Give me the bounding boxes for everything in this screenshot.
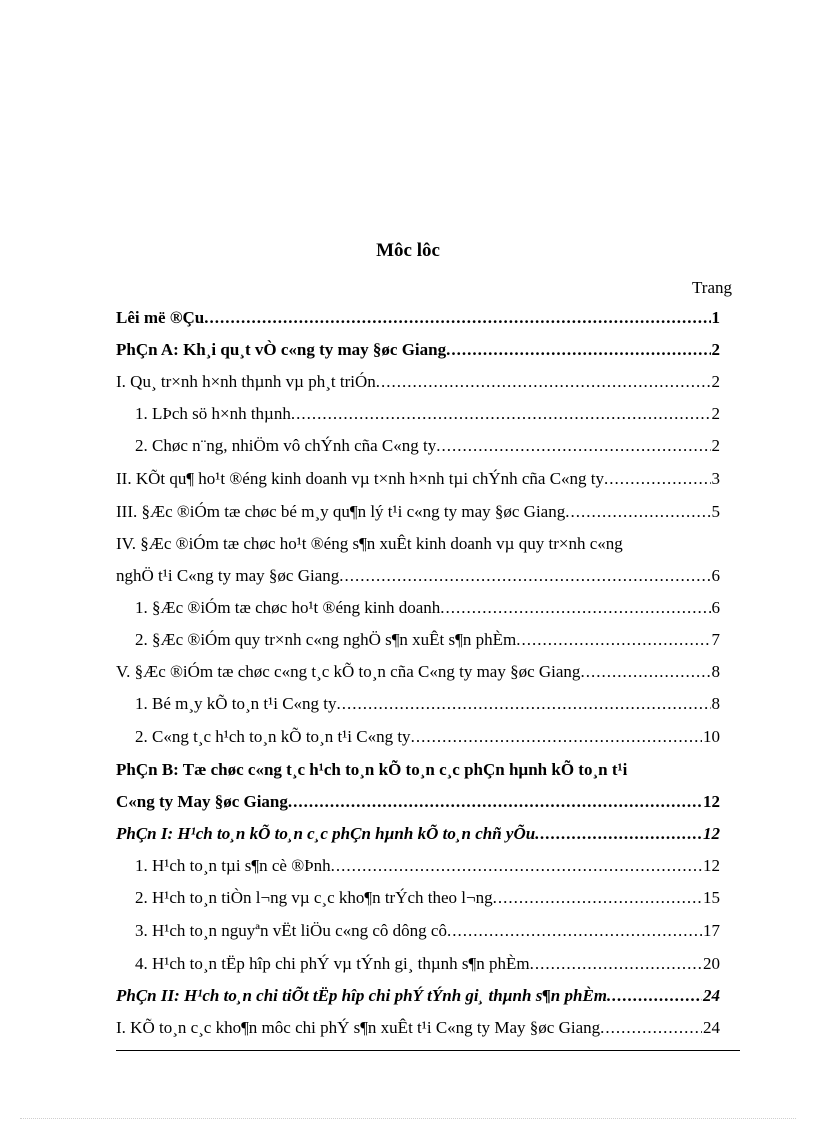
toc-entry[interactable] [116, 792, 720, 820]
toc-entry-page: 12 [703, 792, 720, 811]
toc-entry[interactable] [135, 598, 720, 626]
toc-entry-text: III. §Æc ®iÓm tæ chøc bé m¸y qu¶n lý t¹i c«ng ty may §øc Giang [116, 502, 566, 521]
page-column-label: Trang [692, 278, 732, 297]
toc-entry-text: V. §Æc ®iÓm tæ chøc c«ng t¸c kÕ to¸n cña C«ng ty may §øc Giang [116, 662, 581, 681]
toc-entry[interactable] [116, 340, 720, 368]
toc-entry-text: PhÇn B: Tæ chøc c«ng t¸c h¹ch to¸n kÕ to¸n c¸c phÇn hµnh kÕ to¸n t¹i [116, 760, 628, 779]
leader-dots [516, 630, 710, 650]
toc-entry-page: 2 [711, 340, 720, 359]
toc-entry-page: 6 [711, 598, 720, 617]
toc-entry-text: 2. H¹ch to¸n tiÒn l¬ng vµ c¸c kho¶n trÝch theo l¬ng [135, 888, 493, 907]
toc-entry[interactable] [116, 469, 720, 497]
leader-dots [291, 404, 711, 424]
leader-dots [447, 921, 702, 941]
toc-entry-text: 1. H¹ch to¸n tµi s¶n cè ®Þnh [135, 856, 331, 875]
leader-dots [446, 340, 710, 360]
toc-entry-page: 20 [703, 954, 720, 973]
toc-entry[interactable] [116, 566, 720, 594]
toc-entry-text: 4. H¹ch to¸n tËp hîp chi phÝ vµ tÝnh gi¸ thµnh s¶n phÈm [135, 954, 530, 973]
leader-dots [440, 598, 710, 618]
leader-dots [339, 566, 710, 586]
toc-entry-page: 6 [711, 566, 720, 585]
leader-dots [565, 502, 710, 522]
leader-dots [204, 308, 710, 328]
toc-entry-page: 2 [711, 436, 720, 455]
toc-entry-page: 5 [711, 502, 720, 521]
toc-entry[interactable] [116, 502, 720, 530]
leader-dots [580, 662, 710, 682]
toc-entry[interactable] [135, 694, 720, 722]
toc-entry[interactable] [135, 888, 720, 916]
toc-entry[interactable] [135, 436, 720, 464]
page-bottom-dotted-rule [20, 1118, 796, 1119]
toc-entry-page: 17 [703, 921, 720, 940]
toc-entry-text: PhÇn II: H¹ch to¸n chi tiÕt tËp hîp chi phÝ tÝnh gi¸ thµnh s¶n phÈm [116, 986, 608, 1005]
toc-entry[interactable] [116, 760, 720, 788]
toc-entry-page: 2 [711, 404, 720, 423]
toc-entry[interactable] [116, 986, 720, 1014]
toc-entry-page: 12 [703, 856, 720, 875]
toc-entry-page: 15 [703, 888, 720, 907]
toc-entry-text: PhÇn I: H¹ch to¸n kÕ to¸n c¸c phÇn hµnh kÕ to¸n chñ yÕu [116, 824, 536, 843]
toc-entry-text: Lêi më ®Çu [116, 308, 205, 327]
toc-entry[interactable] [135, 856, 720, 884]
toc-entry-text: PhÇn A: Kh¸i qu¸t vÒ c«ng ty may §øc Giang [116, 340, 447, 359]
toc-entry-text: C«ng ty May §øc Giang [116, 792, 288, 811]
toc-entry-text: 2. Chøc n¨ng, nhiÖm vô chÝnh cña C«ng ty [135, 436, 437, 455]
toc-entry[interactable] [135, 630, 720, 658]
toc-entry-text: II. KÕt qu¶ ho¹t ®éng kinh doanh vµ t×nh h×nh tµi chÝnh cña C«ng ty [116, 469, 605, 488]
leader-dots [535, 824, 702, 844]
toc-entry-page: 3 [711, 469, 720, 488]
footer-rule [116, 1050, 740, 1051]
toc-entry-page: 1 [711, 308, 720, 327]
toc-entry-text: 3. H¹ch to¸n nguyªn vËt liÖu c«ng cô dông cô [135, 921, 447, 940]
toc-entry-text: IV. §Æc ®iÓm tæ chøc ho¹t ®éng s¶n xuÊt kinh doanh vµ quy tr×nh c«ng [116, 534, 623, 553]
toc-entry-page: 7 [711, 630, 720, 649]
leader-dots [376, 372, 711, 392]
toc-entry-text: 2. C«ng t¸c h¹ch to¸n kÕ to¸n t¹i C«ng ty [135, 727, 411, 746]
toc-entry-page: 8 [711, 662, 720, 681]
toc-entry[interactable] [135, 404, 720, 432]
toc-entry[interactable] [116, 1018, 720, 1046]
leader-dots [337, 694, 711, 714]
toc-entry-page: 24 [703, 1018, 720, 1037]
toc-entry[interactable] [135, 954, 720, 982]
toc-entry-text: 1. LÞch sö h×nh thµnh [135, 404, 291, 423]
toc-entry-text: 1. Bé m¸y kÕ to¸n t¹i C«ng ty [135, 694, 337, 713]
toc-entry-page: 2 [711, 372, 720, 391]
toc-entry-page: 8 [711, 694, 720, 713]
toc-entry[interactable] [116, 534, 720, 562]
toc-entry-text: 1. §Æc ®iÓm tæ chøc ho¹t ®éng kinh doanh [135, 598, 441, 617]
toc-entry[interactable] [116, 824, 720, 852]
toc-entry[interactable] [116, 372, 720, 400]
leader-dots [436, 436, 710, 456]
page-title: Môc lôc [376, 240, 440, 261]
leader-dots [288, 792, 702, 812]
leader-dots [530, 954, 702, 974]
leader-dots [607, 986, 702, 1006]
leader-dots [493, 888, 702, 908]
toc-entry-text: I. KÕ to¸n c¸c kho¶n môc chi phÝ s¶n xuÊt t¹i C«ng ty May §øc Giang [116, 1018, 601, 1037]
toc-entry-text: 2. §Æc ®iÓm quy tr×nh c«ng nghÖ s¶n xuÊt s¶n phÈm [135, 630, 517, 649]
toc-entry-text: I. Qu¸ tr×nh h×nh thµnh vµ ph¸t triÓn [116, 372, 376, 391]
toc-entry[interactable] [116, 308, 720, 336]
leader-dots [604, 469, 710, 489]
toc-entry-text: nghÖ t¹i C«ng ty may §øc Giang [116, 566, 340, 585]
toc-entry-page: 12 [703, 824, 720, 843]
leader-dots [411, 727, 702, 747]
toc-entry[interactable] [135, 727, 720, 755]
toc-entry-page: 10 [703, 727, 720, 746]
leader-dots [331, 856, 702, 876]
toc-entry-page: 24 [703, 986, 720, 1005]
toc-entry[interactable] [135, 921, 720, 949]
leader-dots [600, 1018, 702, 1038]
toc-entry[interactable] [116, 662, 720, 690]
